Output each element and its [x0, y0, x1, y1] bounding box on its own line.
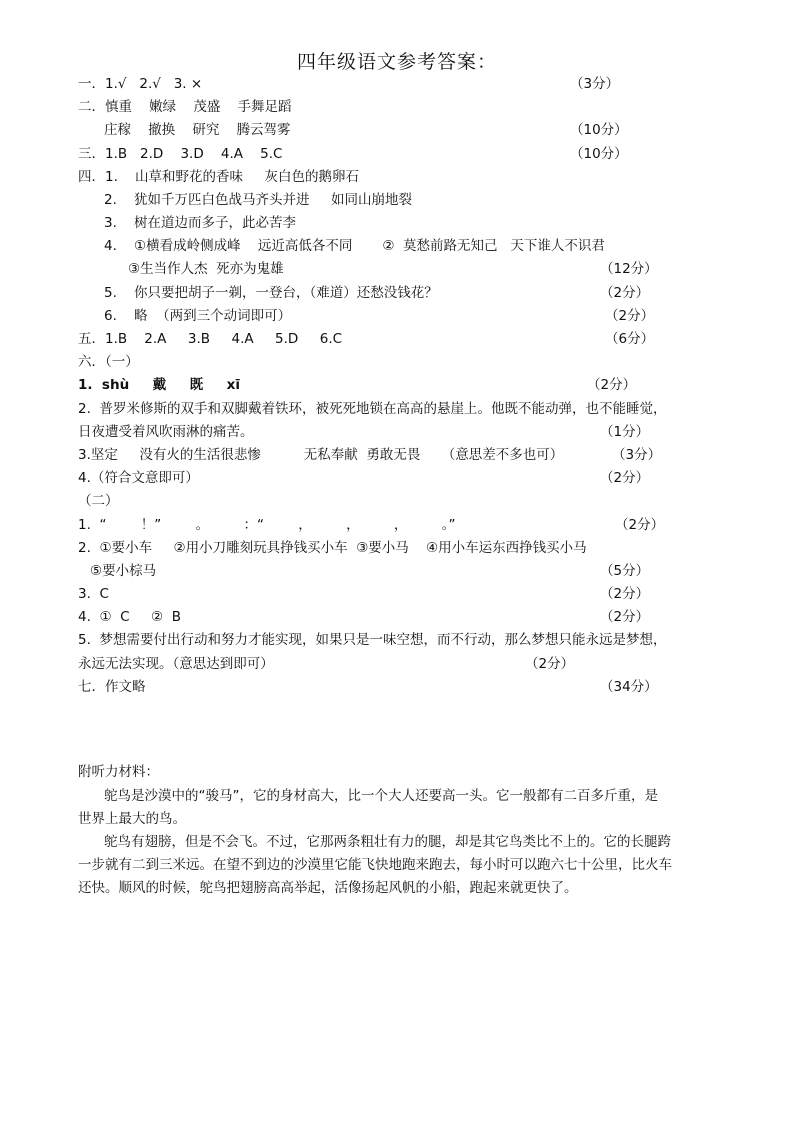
- answer-line-7: 3. 树在道边而多子，此必苦李: [104, 215, 297, 231]
- score-20: （2分）: [615, 517, 665, 533]
- answer-line-22: ⑤要小棕马: [90, 563, 157, 579]
- answer-line-9: ③生当作人杰 死亦为鬼雄: [128, 261, 284, 277]
- answer-line-23: 3. C: [78, 586, 109, 602]
- answer-line-1: 一．1.√ 2.√ 3. ×: [78, 76, 203, 92]
- answer-line-6: 2. 犹如千万匹白色战马齐头并进 如同山崩地裂: [104, 192, 413, 208]
- answer-line-3: 庄稼 撤换 研究 腾云驾雾: [104, 122, 291, 138]
- score-26: （2分）: [525, 656, 575, 672]
- answer-line-26: 永远无法实现。（意思达到即可）: [78, 656, 274, 672]
- answer-line-21: 2. ①要小车 ②用小刀雕刻玩具挣钱买小车 ③要小马 ④用小车运东西挣钱买小马: [78, 540, 587, 556]
- answer-line-17: 3.坚定 没有火的生活很悲惨 无私奉献 勇敢无畏 （意思差不多也可）: [78, 447, 564, 463]
- score-27: （34分）: [600, 679, 658, 695]
- answer-line-5: 四．1. 山草和野花的香味 灰白色的鹅卵石: [78, 169, 360, 185]
- appendix-line-1: 鸵鸟是沙漠中的“骏马”，它的身材高大，比一个大人还要高一头。它一般都有二百多斤重，是: [104, 788, 658, 804]
- score-14: （2分）: [587, 377, 637, 393]
- answer-line-15: 2. 普罗米修斯的双手和双脚戴着铁环，被死死地锁在高高的悬崖上。他既不能动弹，也不能睡觉，: [78, 401, 667, 417]
- appendix-line-4: 一步就有二到三米远。在望不到边的沙漠里它能飞快地跑来跑去，每小时可以跑六七十公里，比火车: [78, 857, 672, 873]
- answer-line-4: 三．1.B 2.D 3.D 4.A 5.C: [78, 146, 283, 162]
- answer-line-12: 五．1.B 2.A 3.B 4.A 5.D 6.C: [78, 331, 343, 347]
- score-23: （2分）: [600, 586, 650, 602]
- score-4: （10分）: [570, 146, 628, 162]
- score-3: （10分）: [570, 122, 628, 138]
- score-16: （1分）: [600, 424, 650, 440]
- score-17: （3分）: [612, 447, 662, 463]
- answer-line-25: 5. 梦想需要付出行动和努力才能实现，如果只是一味空想，而不行动，那么梦想只能永远是梦想，: [78, 632, 667, 648]
- score-18: （2分）: [600, 470, 650, 486]
- answer-line-19: （二）: [78, 493, 119, 509]
- score-22: （5分）: [600, 563, 650, 579]
- appendix-line-3: 鸵鸟有翅膀，但是不会飞。不过，它那两条粗壮有力的腿，却是其它鸟类比不上的。它的长腿跨: [104, 834, 671, 850]
- answer-line-10: 5. 你只要把胡子一剃，一登台，（难道）还愁没钱花？: [104, 285, 438, 301]
- score-1: （3分）: [570, 76, 620, 92]
- appendix-line-5: 还快。顺风的时候，鸵鸟把翅膀高高举起，活像扬起风帆的小船，跑起来就更快了。: [78, 880, 578, 896]
- answer-line-27: 七．作文略: [78, 679, 146, 695]
- answer-line-13: 六．（一）: [78, 354, 139, 370]
- page-title: 四年级语文参考答案：: [296, 51, 497, 73]
- answer-line-18: 4.（符合文意即可）: [78, 470, 199, 486]
- score-11: （2分）: [605, 308, 655, 324]
- answer-line-16: 日夜遭受着风吹雨淋的痛苦。: [78, 424, 254, 440]
- score-12: （6分）: [605, 331, 655, 347]
- answer-line-11: 6. 略 （两到三个动词即可）: [104, 308, 292, 324]
- answer-line-24: 4. ① C ② B: [78, 609, 181, 625]
- answer-line-20: 1. “ ！” 。 ：“ ， ， ， 。”: [78, 517, 456, 533]
- answer-line-14: 1. shù 戴 既 xī: [78, 377, 241, 393]
- score-24: （2分）: [600, 609, 650, 625]
- answer-line-2: 二．慎重 嫩绿 茂盛 手舞足蹈: [78, 99, 292, 115]
- score-10: （2分）: [600, 285, 650, 301]
- appendix-line-2: 世界上最大的鸟。: [78, 811, 186, 827]
- score-9: （12分）: [600, 261, 658, 277]
- answer-line-8: 4. ①横看成岭侧成峰 远近高低各不同 ② 莫愁前路无知己 天下谁人不识君: [104, 238, 605, 254]
- appendix-heading: 附听力材料：: [78, 764, 159, 780]
